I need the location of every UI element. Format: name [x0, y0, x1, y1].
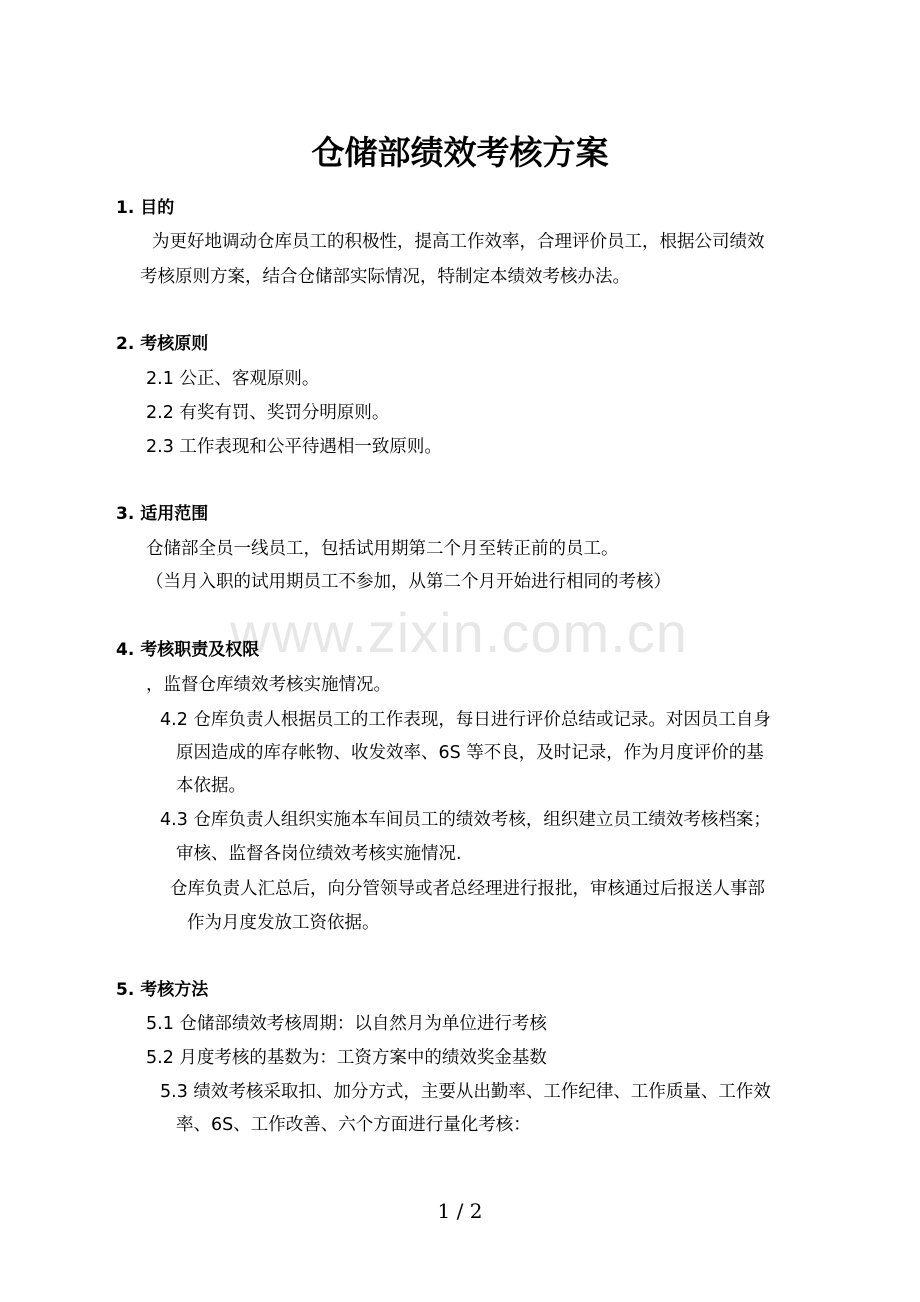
paragraph-line: （当月入职的试用期员工不参加，从第二个月开始进行相同的考核） [146, 572, 671, 592]
list-item: 2.2 有奖有罚、奖罚分明原则。 [146, 403, 390, 423]
list-item: 2.3 工作表现和公平待遇相一致原则。 [146, 437, 442, 457]
list-item: 5.1 仓储部绩效考核周期：以自然月为单位进行考核 [146, 1014, 547, 1034]
paragraph-line: 率、6S、工作改善、六个方面进行量化考核： [176, 1115, 531, 1135]
list-item: 5.2 月度考核的基数为：工资方案中的绩效奖金基数 [146, 1048, 547, 1068]
section-heading-method: 5. 考核方法 [116, 980, 209, 1000]
section-heading-principles: 2. 考核原则 [116, 334, 209, 354]
paragraph-line: 仓库负责人汇总后，向分管领导或者总经理进行报批，审核通过后报送人事部 [170, 879, 765, 899]
paragraph-line: 审核、监督各岗位绩效考核实施情况. [176, 844, 462, 864]
section-heading-responsibilities: 4. 考核职责及权限 [116, 640, 260, 660]
paragraph-line: 为更好地调动仓库员工的积极性，提高工作效率，合理评价员工，根据公司绩效 [152, 232, 765, 252]
paragraph-line: 考核原则方案，结合仓储部实际情况，特制定本绩效考核办法。 [140, 267, 630, 287]
paragraph-line: 仓储部全员一线员工，包括试用期第二个月至转正前的员工。 [146, 539, 619, 559]
list-item: 4.2 仓库负责人根据员工的工作表现，每日进行评价总结或记录。对因员工自身 [160, 710, 771, 730]
paragraph-line: ，监督仓库绩效考核实施情况。 [146, 675, 391, 695]
paragraph-line: 原因造成的库存帐物、收发效率、6S 等不良，及时记录，作为月度评价的基 [176, 743, 764, 763]
list-item: 2.1 公正、客观原则。 [146, 369, 320, 389]
document-title: 仓储部绩效考核方案 [311, 133, 609, 172]
section-heading-purpose: 1. 目的 [116, 198, 175, 218]
page-number: 1 / 2 [437, 1199, 483, 1223]
watermark: www.zixin.com.cn [230, 601, 688, 664]
paragraph-line: 作为月度发放工资依据。 [187, 913, 380, 933]
list-item: 5.3 绩效考核采取扣、加分方式，主要从出勤率、工作纪律、工作质量、工作效 [160, 1082, 771, 1102]
list-item: 4.3 仓库负责人组织实施本车间员工的绩效考核，组织建立员工绩效考核档案； [160, 810, 771, 830]
section-heading-scope: 3. 适用范围 [116, 504, 209, 524]
paragraph-line: 本依据。 [176, 776, 246, 796]
